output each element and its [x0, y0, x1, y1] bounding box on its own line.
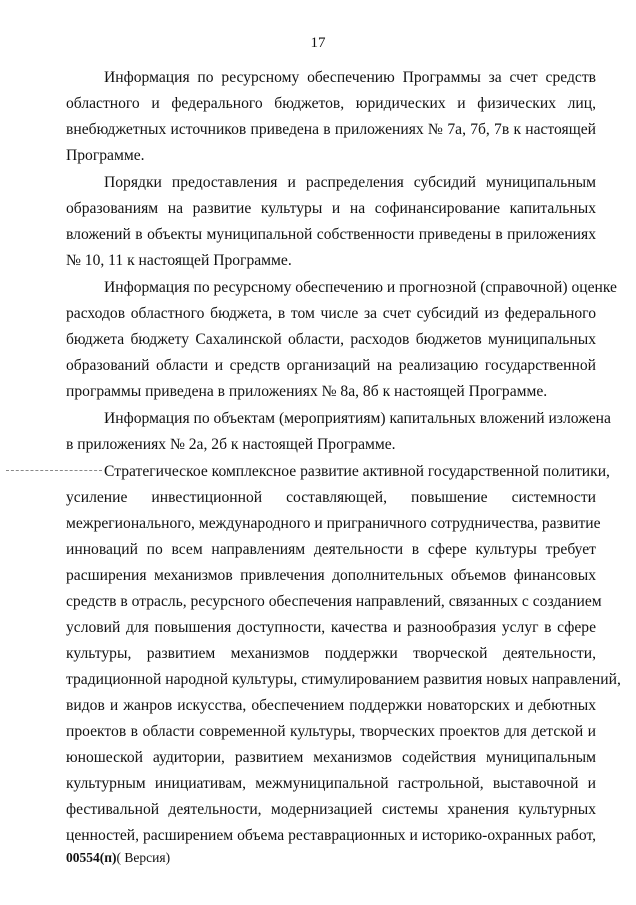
text-line: бюджета бюджету Сахалинской области, расходов бюджетов муниципальных	[66, 331, 596, 348]
paragraph	[66, 170, 596, 274]
text-line: Порядки предоставления и распределения субсидий муниципальным	[104, 174, 596, 191]
text-line: усиление инвестиционной составляющей, повышение системности	[66, 489, 596, 506]
text-line: расширения механизмов привлечения дополнительных объемов финансовых	[66, 567, 596, 584]
text-line: ценностей, расширением объема реставрационных и историко-охранных работ,	[66, 827, 596, 844]
text-line: фестивальной деятельности, модернизацией системы хранения культурных	[66, 801, 596, 818]
paragraph	[66, 275, 617, 405]
document-code: 00554(п)	[66, 850, 117, 865]
text-line: Информация по объектам (мероприятиям) капитальных вложений изложена	[104, 410, 611, 427]
document-version: ( Версия)	[116, 850, 171, 865]
text-line: культурным инициативам, межмуниципальной гастрольной, выставочной и	[66, 775, 596, 792]
text-line: программы приведена в приложениях № 8а, 8б к настоящей Программе.	[66, 383, 548, 400]
text-line: внебюджетных источников приведена в приложениях № 7а, 7б, 7в к настоящей	[66, 121, 596, 138]
paragraph	[66, 459, 621, 849]
text-line: Информация по ресурсному обеспечению Программы за счет средств	[104, 69, 596, 86]
text-line: Информация по ресурсному обеспечению и прогнозной (справочной) оценке	[104, 279, 617, 296]
text-line: межрегионального, международного и приграничного сотрудничества, развитие	[66, 515, 601, 532]
text-line: расходов областного бюджета, в том числе за счет субсидий из федерального	[66, 305, 596, 322]
text-line: средств в отрасль, ресурсного обеспечения направлений, связанных с созданием	[66, 593, 602, 610]
text-line: юношеской аудитории, развитием механизмов содействия муниципальным	[66, 749, 596, 766]
text-line: № 10, 11 к настоящей Программе.	[66, 252, 292, 269]
text-line: вложений в объекты муниципальной собственности приведены в приложениях	[66, 226, 596, 243]
text-line: Программе.	[66, 147, 145, 164]
text-line: проектов в области современной культуры, творческих проектов для детской и	[66, 723, 596, 740]
text-line: традиционной народной культуры, стимулированием развития новых направлений,	[66, 671, 621, 688]
text-line: областного и федерального бюджетов, юридических и физических лиц,	[66, 95, 596, 112]
text-line: видов и жанров искусства, обеспечением поддержки новаторских и дебютных	[66, 697, 596, 714]
text-line: культуры, развитием механизмов поддержки творческой деятельности,	[66, 645, 596, 662]
footer	[66, 850, 170, 866]
text-line: образованиям на развитие культуры и на софинансирование капитальных	[66, 200, 596, 217]
text-line: Стратегическое комплексное развитие активной государственной политики,	[104, 463, 610, 480]
text-line: условий для повышения доступности, качества и разнообразия услуг в сфере	[66, 619, 596, 636]
text-line: в приложениях № 2а, 2б к настоящей Программе.	[66, 436, 396, 453]
text-line: инноваций по всем направлениям деятельности в сфере культуры требует	[66, 541, 596, 558]
paragraph	[66, 65, 596, 169]
paragraph	[66, 406, 611, 458]
page-number: 17	[310, 35, 326, 51]
document-body	[66, 65, 621, 850]
text-line: образований области и средств организаций на реализацию государственной	[66, 357, 596, 374]
